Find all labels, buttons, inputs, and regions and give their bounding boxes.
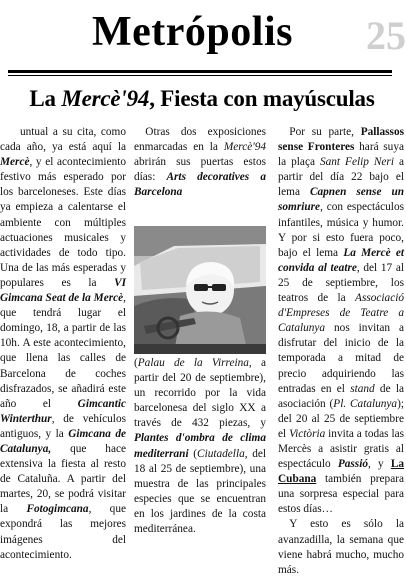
col3-text: ); del 20 al 25 de septiembre el: [278, 397, 404, 440]
col3-bold: La Mercè et convida al teatre: [278, 246, 404, 274]
col2-text: Otras dos exposiciones enmarcadas en la: [134, 126, 266, 154]
section-title: Metrópolis: [92, 9, 293, 55]
col2-text: (: [188, 447, 198, 460]
article-column-2-top: [134, 125, 266, 200]
col1-text: , de vehículos antiguos, y la: [0, 412, 126, 440]
col2-italic: Ciutadella: [197, 447, 245, 460]
article-column-3: [278, 125, 404, 578]
col3-text: también prepara una sorpresa especial para estos días…: [278, 473, 404, 516]
photo-woman-in-car-image: [134, 226, 266, 354]
col3-italic: Victòria: [289, 427, 326, 440]
headline-post: , Fiesta con mayúsculas: [149, 86, 375, 111]
col2-italic: Mercè'94: [223, 141, 266, 154]
article-headline: [4, 86, 400, 112]
col3-text: invita a todas las Mercès a asistir gratis al espectáculo: [278, 427, 404, 471]
col3-text: de la asociación (: [278, 382, 404, 410]
col3-text: Y esto es sólo la avanzadilla, la semana que viene habrá mucho, mucho más.: [278, 518, 404, 576]
headline-italic: Mercè'94: [61, 86, 150, 111]
col1-text: untual a su cita, como cada: [0, 126, 126, 154]
headline-pre: La: [29, 86, 62, 111]
page-number: 25: [366, 13, 406, 58]
col1-text: que hace extensiva la fiesta al resto de Cataluña. A partir del martes, 20, se podrá visitar la: [0, 442, 126, 516]
col3-text: hará suya la plaça: [278, 141, 404, 169]
col1-text: año, ya está aquí la: [26, 141, 127, 154]
col1-bold: Mercè: [0, 156, 30, 169]
col3-text: , con espectáculos infantiles, música y humor. Y por si esto fuera poco, bajo el lema: [278, 201, 404, 259]
article-photo: [134, 226, 266, 354]
col1-text: , que expondrá las mejores imágenes del acontecimiento.: [0, 503, 126, 561]
col1-text: , que tendrá lugar el domingo, 18, a partir de las 10h. A este acontecimiento, que llena las calles de Barcelona de coches disfrazados, se añadirá este año el: [0, 292, 126, 410]
col1-bold: Gimcana de Catalunya,: [0, 427, 126, 455]
article-column-1: [0, 125, 126, 563]
col3-text: , del 17 al 25 de septiembre, los teatros de la: [278, 261, 404, 305]
col1-bold: Gimcantic Winterthur: [0, 397, 126, 425]
col2-text: , del 18 al 25 de septiembre), una muestra de las principales especies que se encuentran en los jardines de la costa mediterránea.: [134, 447, 267, 536]
col3-bold: Capnen sense un somriure: [278, 186, 405, 214]
col2-text: abrirán sus puertas estos días:: [134, 156, 266, 184]
col2-text: (: [134, 357, 138, 369]
col3-text: Por su parte,: [289, 126, 361, 138]
col1-text: el acontecimiento festivo más esperado por los barceloneses. Este días ya empieza a calentarse el ambiente con múltiples actuaciones musicales y actividades de todo tipo. Una de las más esperadas y populares es la: [0, 156, 127, 289]
col3-bold: La Cubana: [278, 458, 404, 486]
masthead-rule: [8, 70, 392, 73]
masthead: [0, 0, 406, 84]
col1-bold: Fotogimcana: [26, 503, 89, 516]
col3-text: nos invitan a disfrutar del inicio de la temporada a mitad de precio adquiriendo las entradas en el: [278, 322, 404, 395]
col3-italic: stand: [350, 382, 375, 395]
col3-bold: Passió: [337, 458, 368, 471]
col1-bold: VI Gimcana Seat de la Mercè: [0, 276, 126, 305]
col3-italic: Sant Felip Neri: [319, 156, 394, 169]
col3-text: a partir del día 22 bajo el lema: [278, 156, 404, 199]
col2-bold: Plantes d'ombra de clima mediterrani: [134, 432, 266, 460]
col1-text: , y: [29, 156, 42, 169]
col3-text: , y: [368, 458, 391, 471]
col2-italic: Palau de la Virreina: [137, 357, 249, 369]
masthead-rule-thin: [8, 75, 392, 76]
col3-bold: Pallassos sense Fronteres: [278, 126, 404, 154]
col3-italic: Pl. Catalunya: [333, 397, 398, 410]
col2-bold: Arts decoratives a Barcelona: [134, 171, 266, 199]
article-column-2-bottom: [134, 356, 266, 537]
col2-text: , a partir del 20 de septiembre), un recorrido por la vida barcelonesa del siglo XX a través de 432 piezas, y: [134, 357, 266, 430]
col3-italic: Associació d'Empreses de Teatre a Catalunya: [278, 292, 404, 335]
